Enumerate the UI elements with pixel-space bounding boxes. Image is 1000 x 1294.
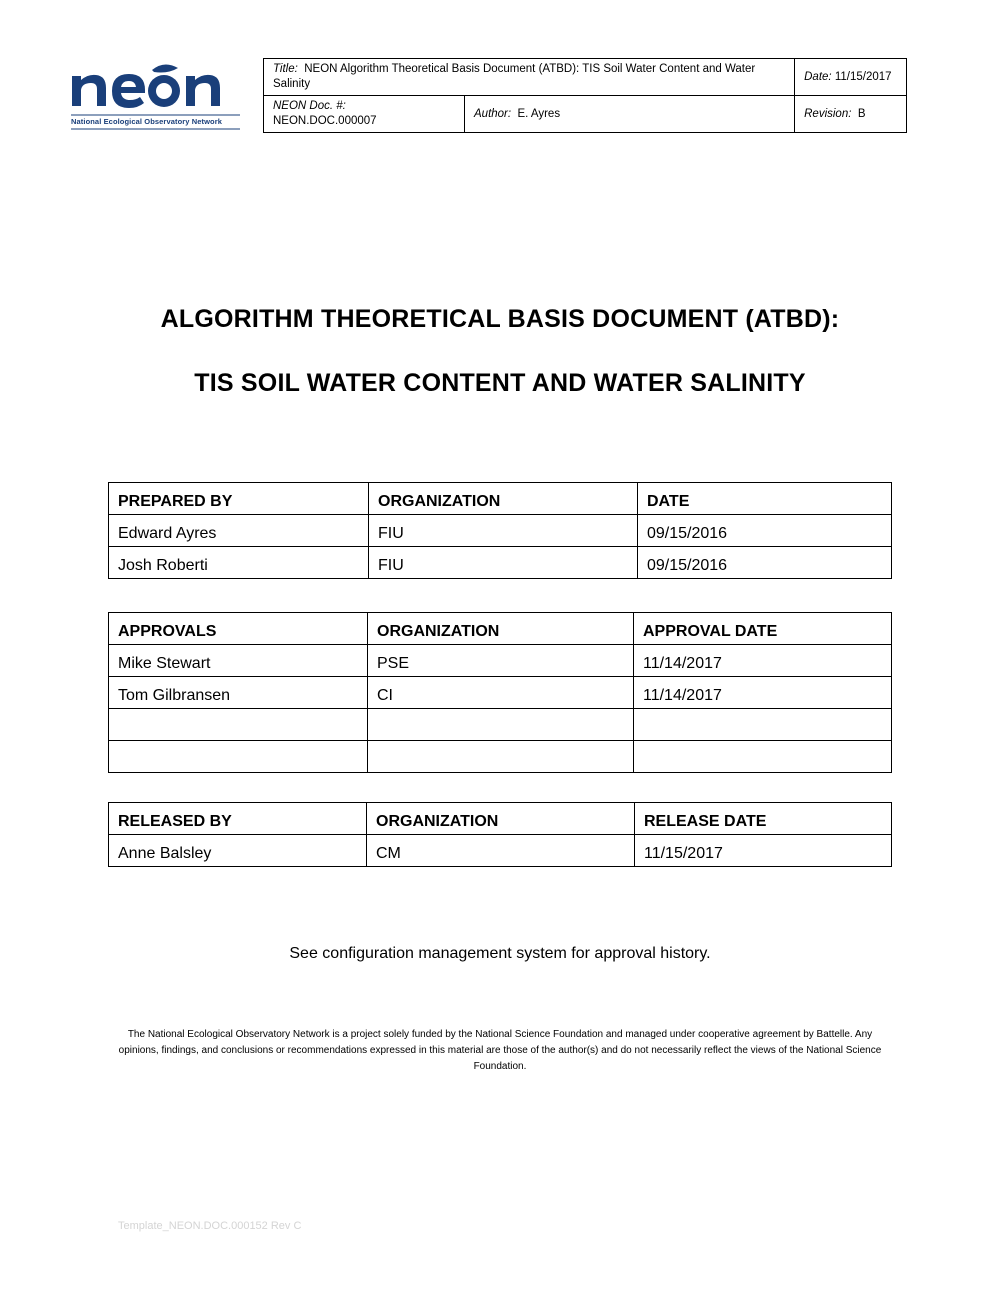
- revision-label: Revision:: [804, 107, 852, 120]
- header-revision-cell: [795, 96, 907, 133]
- table-cell: [634, 709, 892, 741]
- neon-logo: [68, 60, 244, 132]
- table-row: [109, 645, 892, 677]
- doc-value: NEON.DOC.000007: [273, 115, 377, 127]
- table-row: [109, 515, 892, 547]
- header-cell: ORGANIZATION: [369, 483, 638, 515]
- header-cell: ORGANIZATION: [367, 803, 635, 835]
- prepared-by-table: [108, 482, 892, 579]
- released-by-table: [108, 802, 892, 867]
- header-date-cell: [795, 59, 907, 96]
- table-cell: 11/14/2017: [634, 677, 892, 709]
- approvals-table: [108, 612, 892, 773]
- title-label: Title:: [273, 63, 298, 75]
- header-cell: DATE: [638, 483, 892, 515]
- table-cell: [109, 741, 368, 773]
- revision-value: B: [857, 107, 866, 120]
- table-header-row: [109, 613, 892, 645]
- table-cell: Josh Roberti: [109, 547, 369, 579]
- table-cell: Edward Ayres: [109, 515, 369, 547]
- table-cell: Anne Balsley: [109, 835, 367, 867]
- config-note: See configuration management system for approval history.: [289, 945, 711, 962]
- table-cell: PSE: [368, 645, 634, 677]
- header-cell: ORGANIZATION: [368, 613, 634, 645]
- logo-tagline: National Ecological Observatory Network: [71, 117, 223, 126]
- page-title-line1: ALGORITHM THEORETICAL BASIS DOCUMENT (ATBD):: [160, 305, 840, 333]
- table-cell: [109, 709, 368, 741]
- header-title-cell: [264, 59, 795, 96]
- table-cell: 11/14/2017: [634, 645, 892, 677]
- table-cell: [634, 741, 892, 773]
- table-cell: [368, 709, 634, 741]
- table-cell: CM: [367, 835, 635, 867]
- document-header-table: [263, 58, 907, 133]
- table-cell: 11/15/2017: [635, 835, 892, 867]
- doc-label: NEON Doc. #:: [273, 100, 346, 112]
- table-cell: Mike Stewart: [109, 645, 368, 677]
- header-cell: RELEASED BY: [109, 803, 367, 835]
- header-cell: PREPARED BY: [109, 483, 369, 515]
- date-label: Date:: [804, 70, 832, 83]
- table-row: [109, 835, 892, 867]
- table-row: [109, 741, 892, 773]
- table-header-row: [109, 803, 892, 835]
- template-id: Template_NEON.DOC.000152 Rev C: [118, 1220, 302, 1232]
- table-header-row: [109, 483, 892, 515]
- table-row: [109, 709, 892, 741]
- table-cell: 09/15/2016: [638, 515, 892, 547]
- table-row: [109, 547, 892, 579]
- table-cell: FIU: [369, 547, 638, 579]
- header-doc-cell: [264, 96, 465, 133]
- table-cell: 09/15/2016: [638, 547, 892, 579]
- table-cell: Tom Gilbransen: [109, 677, 368, 709]
- table-row: [109, 677, 892, 709]
- date-value: 11/15/2017: [834, 70, 892, 83]
- header-author-cell: [465, 96, 795, 133]
- table-cell: [368, 741, 634, 773]
- header-cell: APPROVAL DATE: [634, 613, 892, 645]
- table-cell: CI: [368, 677, 634, 709]
- table-cell: FIU: [369, 515, 638, 547]
- title-value: NEON Algorithm Theoretical Basis Document (ATBD): TIS Soil Water Content and Water Salinity: [273, 63, 756, 90]
- author-label: Author:: [474, 107, 512, 120]
- author-value: E. Ayres: [517, 107, 561, 120]
- header-cell: RELEASE DATE: [635, 803, 892, 835]
- header-cell: APPROVALS: [109, 613, 368, 645]
- page-title-line2: TIS SOIL WATER CONTENT AND WATER SALINITY: [194, 369, 806, 397]
- footer-disclaimer: The National Ecological Observatory Network is a project solely funded by the National Science Foundation and managed under cooperative agreement by Battelle. Any opinions, findings, and conclusions or recommendations expressed in this material are those of the author(s) and do not necessarily reflect the views of the National Science Foundation.: [118, 1029, 882, 1072]
